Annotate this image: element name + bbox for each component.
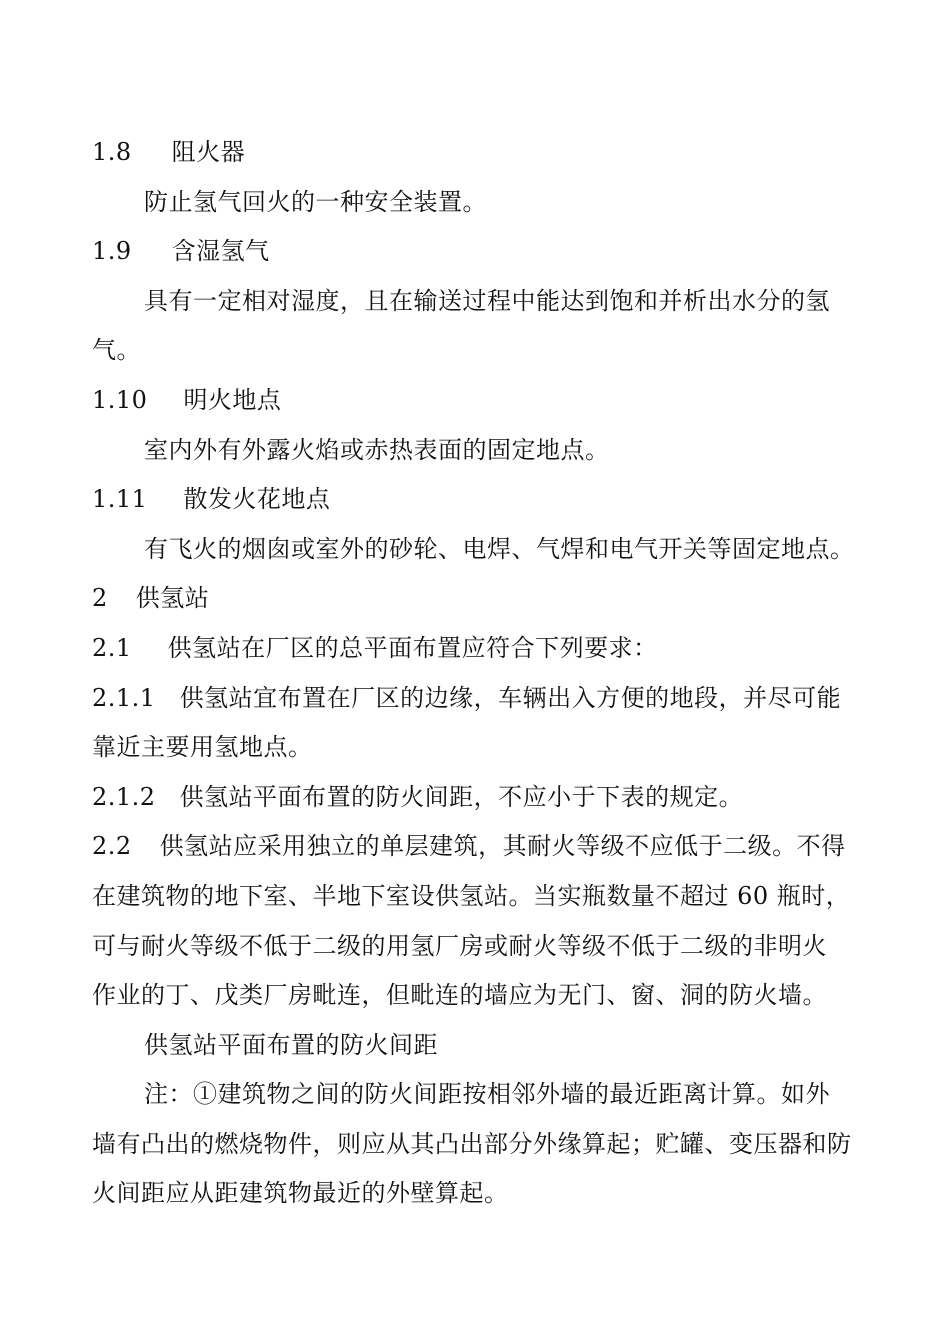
table-caption: 供氢站平面布置的防火间距 — [144, 1030, 438, 1059]
clause-text: 供氢站在厂区的总平面布置应符合下列要求： — [167, 633, 658, 662]
paragraph-line: 作业的丁、戊类厂房毗连，但毗连的墙应为无门、窗、洞的防火墙。 — [92, 981, 827, 1010]
section-number: 1.10 — [92, 385, 148, 414]
paragraph-line: 气。 — [92, 336, 141, 365]
clause-text: 供氢站宜布置在厂区的边缘，车辆出入方便的地段，并尽可能 — [179, 683, 842, 712]
section-number: 2 — [92, 584, 108, 613]
note-line: 火间距应从距建筑物最近的外壁算起。 — [92, 1179, 509, 1208]
section-number: 1.8 — [92, 138, 132, 166]
note-line: 墙有凸出的燃烧物件，则应从其凸出部分外缘算起；贮罐、变压器和防 — [92, 1129, 852, 1158]
section-heading-1-11 — [92, 475, 860, 525]
document-body — [92, 128, 860, 1219]
note-line: 注：①建筑物之间的防火间距按相邻外墙的最近距离计算。如外 — [144, 1080, 830, 1109]
section-number: 1.11 — [92, 485, 148, 514]
section-title: 含湿氢气 — [171, 237, 270, 266]
section-heading-1-10 — [92, 376, 860, 426]
section-heading-1-9 — [92, 227, 860, 277]
section-title: 阻火器 — [171, 138, 246, 166]
paragraph-line: 有飞火的烟囱或室外的砂轮、电焊、气焊和电气开关等固定地点。 — [144, 534, 855, 563]
section-title: 散发火花地点 — [183, 485, 331, 514]
clause-text: 供氢站平面布置的防火间距，不应小于下表的规定。 — [179, 782, 744, 811]
clause-2-1-2 — [92, 773, 860, 823]
section-heading-1-8 — [92, 128, 860, 178]
section-number: 2.1.1 — [92, 683, 156, 712]
paragraph-line: 室内外有外露火焰或赤热表面的固定地点。 — [144, 435, 610, 464]
section-title: 供氢站 — [135, 584, 210, 613]
section-title: 明火地点 — [183, 385, 282, 414]
clause-2-2 — [92, 822, 860, 872]
clause-2-1 — [92, 624, 860, 674]
chapter-heading-2 — [92, 574, 860, 624]
paragraph-line: 防止氢气回火的一种安全装置。 — [144, 187, 487, 216]
clause-2-1-1 — [92, 674, 860, 724]
paragraph-line: 在建筑物的地下室、半地下室设供氢站。当实瓶数量不超过 60 瓶时， — [92, 881, 851, 910]
paragraph-line: 靠近主要用氢地点。 — [92, 733, 313, 762]
section-number: 2.1 — [92, 633, 132, 662]
section-number: 2.2 — [92, 832, 132, 861]
paragraph-line: 具有一定相对湿度，且在输送过程中能达到饱和并析出水分的氢 — [144, 286, 830, 315]
clause-text: 供氢站应采用独立的单层建筑，其耐火等级不应低于二级。不得 — [159, 832, 846, 861]
section-number: 1.9 — [92, 237, 132, 266]
paragraph-line: 可与耐火等级不低于二级的用氢厂房或耐火等级不低于二级的非明火 — [92, 931, 827, 960]
section-number: 2.1.2 — [92, 782, 156, 811]
